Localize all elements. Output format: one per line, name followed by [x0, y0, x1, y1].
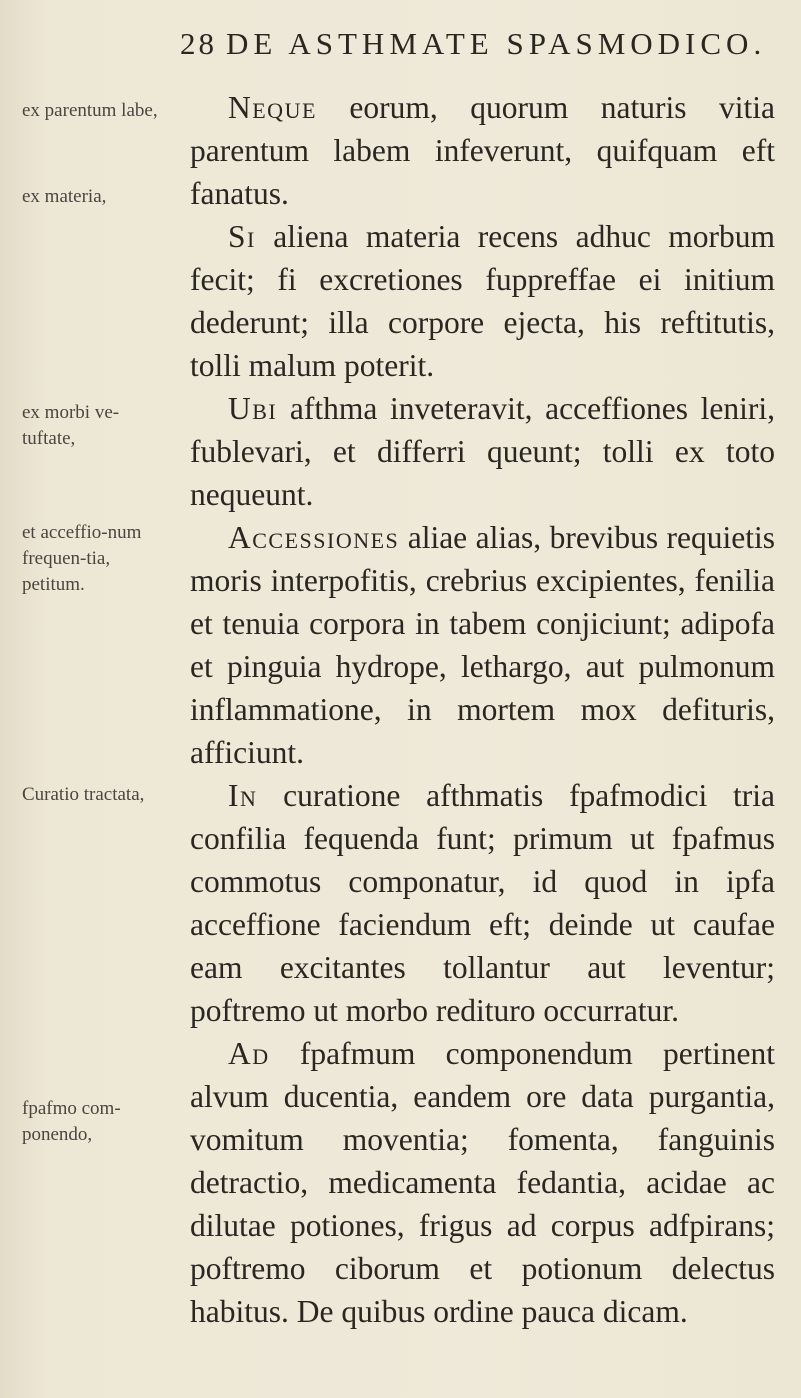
marginal-note-curatio: Curatio tractata, — [22, 784, 145, 805]
paragraph-initial: Accessiones — [228, 520, 400, 555]
paragraph-initial: Neque — [228, 90, 317, 125]
paragraph-text: curatione afthmatis fpafmodici tria confilia fequenda funt; primum ut fpafmus commotus componatur, id quod in ipfa acceffione faciendum eft; deinde ut caufae eam excitantes tollantur aut leventur; poftremo ut morbo redituro occurratur. — [190, 778, 775, 1028]
paragraph-in — [190, 774, 775, 1032]
page-number: 28 — [180, 26, 217, 61]
marginal-note-ex-parentum: ex parentum labe, — [22, 100, 158, 121]
marginal-note-ex-materia: ex materia, — [22, 186, 107, 207]
main-text — [190, 86, 775, 1333]
paragraph-initial: Si — [228, 219, 256, 254]
paragraph-initial: In — [228, 778, 258, 813]
paragraph-initial: Ad — [228, 1036, 270, 1071]
paragraph-ubi — [190, 387, 775, 516]
marginal-note-ex-morbi-vetustate: ex morbi ve-tuftate, — [22, 402, 120, 449]
paragraph-text: afthma inveteravit, acceffiones leniri, fublevari, et differri queunt; tolli ex toto nequeunt. — [190, 391, 775, 512]
paragraph-text: aliena materia recens adhuc morbum fecit; fi excretiones fuppreffae ei initium dederunt; illa corpore ejecta, his reftitutis, tolli malum poterit. — [190, 219, 775, 383]
paragraph-si — [190, 215, 775, 387]
running-title: DE ASTHMATE SPASMODICO. — [226, 26, 767, 61]
paragraph-text: aliae alias, brevibus requietis moris interpofitis, crebrius excipientes, fenilia et tenuia corpora in tabem conjiciunt; adipofa et pinguia hydrope, lethargo, aut pulmonum inflammatione, in mortem mox defituris, afficiunt. — [190, 520, 775, 770]
paragraph-neque — [190, 86, 775, 215]
paragraph-accessiones — [190, 516, 775, 774]
marginal-note-accessionum-frequentia: et acceffio-num frequen-tia, petitum. — [22, 522, 142, 595]
paragraph-initial: Ubi — [228, 391, 278, 426]
paragraph-text: fpafmum componendum pertinent alvum ducentia, eandem ore data purgantia, vomitum moventia; fomenta, fanguinis detractio, medicamenta fedantia, acidae ac dilutae potiones, frigus ad corpus adfpirans; poftremo ciborum et potionum delectus habitus. De quibus ordine pauca dicam. — [190, 1036, 775, 1329]
marginal-note-spasmo-componendo: fpafmo com-ponendo, — [22, 1098, 121, 1145]
paragraph-text: eorum, quorum naturis vitia parentum labem infeverunt, quifquam eft fanatus. — [190, 90, 775, 211]
paragraph-ad — [190, 1032, 775, 1333]
